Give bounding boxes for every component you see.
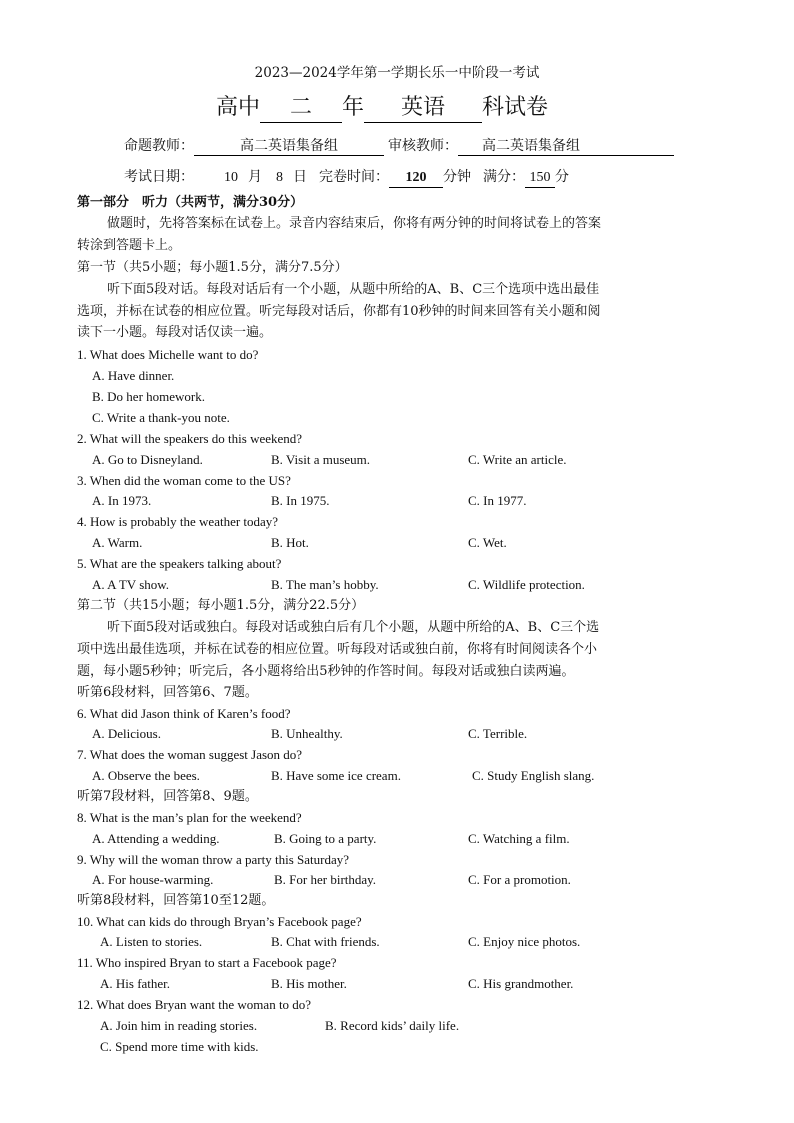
option-a: A. For house-warming.: [92, 872, 214, 887]
question-stem: 9. Why will the woman throw a party this Saturday?: [77, 852, 349, 867]
option-b: B. His mother.: [271, 976, 347, 991]
section1-instr-line2: 选项，并标在试卷的相应位置。听完每段对话后，你都有10秒钟的时间来回答有关小题和阅: [77, 304, 601, 319]
setter-label: 命题教师：: [124, 138, 194, 154]
reviewer-field: 高二英语集备组: [458, 137, 674, 156]
paper-mid: 年: [342, 95, 365, 120]
option-b: B. In 1975.: [271, 493, 330, 508]
exam-info-line: [124, 168, 569, 188]
section2-instr-line1: 听下面5段对话或独白。每段对话或独白后有几个小题，从题中所给的A、B、C三个选: [107, 620, 600, 635]
section2-instr-line3: 题，每小题5秒钟；听完后，各小题将给出5秒钟的作答时间。每段对话或独白读两遍。: [77, 664, 575, 679]
option-a: A. In 1973.: [92, 493, 152, 508]
question-stem: 1. What does Michelle want to do?: [77, 347, 259, 362]
exam-day: 8: [276, 170, 283, 185]
option-a: A. His father.: [100, 976, 171, 991]
time-field: 120: [389, 169, 443, 188]
grade-field: 二: [260, 94, 342, 123]
time-unit: 分钟: [443, 169, 471, 185]
material-8-heading: 听第8段材料，回答第10至12题。: [77, 893, 275, 908]
material-6-heading: 听第6段材料，回答第6、7题。: [77, 685, 258, 700]
option-a: A. Observe the bees.: [92, 768, 200, 783]
option-c: C. Spend more time with kids.: [100, 1039, 259, 1054]
exam-month: 10: [224, 170, 238, 185]
section1-instr-line1: 听下面5段对话。每段对话后有一个小题，从题中所给的A、B、C三个选项中选出最佳: [107, 282, 600, 297]
option-b: B. Chat with friends.: [271, 934, 380, 949]
option-b: B. For her birthday.: [274, 872, 377, 887]
question-stem: 12. What does Bryan want the woman to do?: [77, 997, 312, 1012]
option-c: C. For a promotion.: [468, 872, 571, 887]
reviewer-label: 审核教师：: [388, 138, 458, 154]
part1-intro-line2: 转涂到答题卡上。: [77, 238, 182, 253]
section2-instr-line2: 项中选出最佳选项，并标在试卷的相应位置。听每段对话或独白前，你将有时间阅读各个小: [77, 642, 598, 657]
question-stem: 6. What did Jason think of Karen’s food?: [77, 706, 291, 721]
option-c: C. Write a thank-you note.: [92, 410, 230, 425]
paper-suffix: 科试卷: [482, 95, 549, 120]
question-stem: 7. What does the woman suggest Jason do?: [77, 747, 303, 762]
day-unit: 日: [293, 169, 307, 185]
question-stem: 5. What are the speakers talking about?: [77, 556, 282, 571]
option-b: B. Going to a party.: [274, 831, 377, 846]
score-unit: 分: [555, 169, 569, 185]
option-c: C. His grandmother.: [468, 976, 574, 991]
option-c: C. Study English slang.: [472, 768, 595, 783]
option-a: A. A TV show.: [92, 577, 170, 592]
option-b: B. The man’s hobby.: [271, 577, 379, 592]
part1-title: 第一部分 听力（共两节，满分30分）: [77, 195, 304, 210]
option-a: A. Join him in reading stories.: [100, 1018, 258, 1033]
paper-title: [216, 94, 548, 123]
option-b: B. Unhealthy.: [271, 726, 343, 741]
option-b: B. Visit a museum.: [271, 452, 371, 467]
option-a: A. Delicious.: [92, 726, 161, 741]
section1-instr-line3: 读下一小题。每段对话仅读一遍。: [77, 325, 273, 340]
option-a: A. Go to Disneyland.: [92, 452, 203, 467]
option-c: C. In 1977.: [468, 493, 527, 508]
exam-title: 2023—2024学年第一学期长乐一中阶段一考试: [254, 65, 540, 81]
option-c: C. Enjoy nice photos.: [468, 934, 581, 949]
subject-field: 英语: [364, 94, 482, 123]
option-b: B. Hot.: [271, 535, 309, 550]
score-label: 满分：: [483, 169, 525, 185]
material-7-heading: 听第7段材料，回答第8、9题。: [77, 789, 258, 804]
teacher-line: [124, 137, 674, 156]
option-c: C. Write an article.: [468, 452, 567, 467]
part1-intro-line1: 做题时，先将答案标在试卷上。录音内容结束后，你将有两分钟的时间将试卷上的答案: [107, 216, 602, 231]
question-stem: 10. What can kids do through Bryan’s Facebook page?: [77, 914, 362, 929]
option-a: A. Have dinner.: [92, 368, 175, 383]
paper-prefix: 高中: [216, 95, 261, 120]
option-b: B. Have some ice cream.: [271, 768, 401, 783]
option-c: C. Wet.: [468, 535, 507, 550]
score-field: 150: [525, 169, 555, 188]
option-c: C. Terrible.: [468, 726, 528, 741]
month-unit: 月: [248, 169, 262, 185]
question-stem: 11. Who inspired Bryan to start a Facebook page?: [77, 955, 337, 970]
question-stem: 2. What will the speakers do this weekend?: [77, 431, 303, 446]
option-a: A. Listen to stories.: [100, 934, 203, 949]
option-b: B. Record kids’ daily life.: [325, 1018, 460, 1033]
option-b: B. Do her homework.: [92, 389, 206, 404]
option-c: C. Watching a film.: [468, 831, 570, 846]
question-stem: 4. How is probably the weather today?: [77, 514, 279, 529]
question-stem: 3. When did the woman come to the US?: [77, 473, 291, 488]
option-a: A. Attending a wedding.: [92, 831, 220, 846]
date-label: 考试日期：: [124, 169, 194, 185]
section2-title: 第二节（共15小题；每小题1.5分，满分22.5分）: [77, 598, 365, 613]
option-c: C. Wildlife protection.: [468, 577, 585, 592]
question-stem: 8. What is the man’s plan for the weekend?: [77, 810, 302, 825]
time-label: 完卷时间：: [319, 169, 389, 185]
section1-title: 第一节（共5小题；每小题1.5分，满分7.5分）: [77, 260, 348, 275]
option-a: A. Warm.: [92, 535, 143, 550]
setter-field: 高二英语集备组: [194, 137, 384, 156]
